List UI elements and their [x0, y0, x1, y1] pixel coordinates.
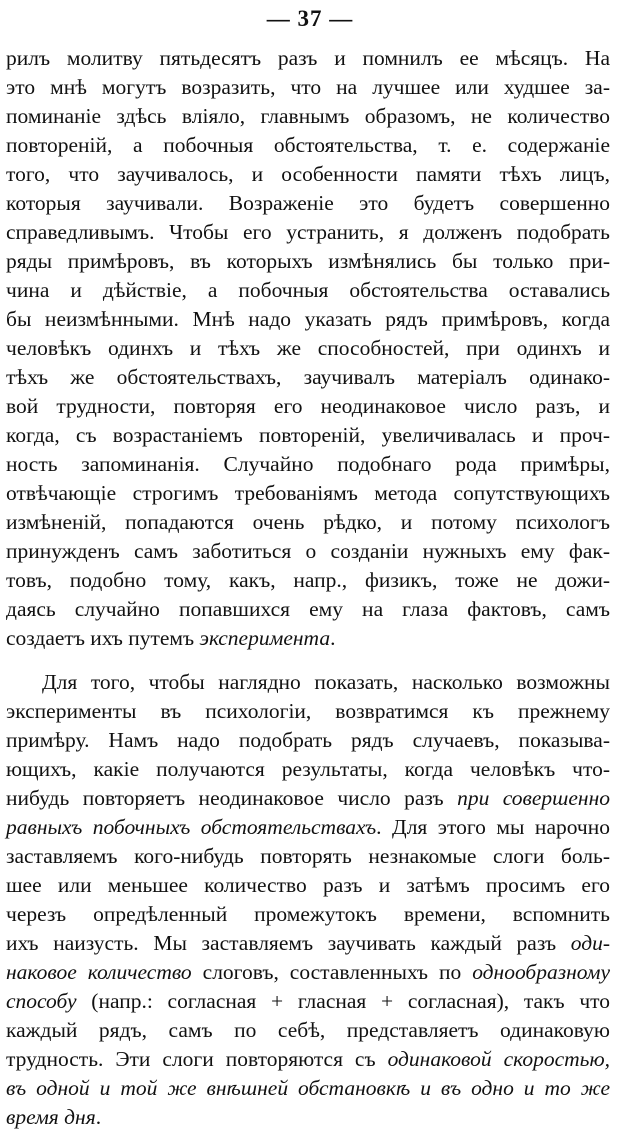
- text-segment: повтореній, а побочныя обстоятельства, т. е. содержаніе: [6, 133, 610, 157]
- text-line: [6, 1074, 610, 1103]
- text-line: [6, 929, 610, 958]
- text-segment: черезъ опредѣленный промежутокъ времени, вспомнить: [6, 902, 610, 926]
- text-line: [6, 958, 610, 987]
- text-segment: ность запоминанія. Случайно подобнаго рода примѣры,: [6, 452, 610, 476]
- text-line: [6, 566, 610, 595]
- text-line: [6, 363, 610, 392]
- text-line: [6, 987, 610, 1016]
- text-line: [6, 160, 610, 189]
- text-segment: отвѣчающіе строгимъ требованіямъ метода сопутствующихъ: [6, 481, 610, 505]
- text-segment: ющихъ, какіе получаются результаты, когда человѣкъ что-: [6, 757, 610, 781]
- text-line: [6, 1016, 610, 1045]
- text-segment: когда, съ возрастаніемъ повтореній, увеличивалась и проч-: [6, 423, 610, 447]
- text-segment: бы неизмѣнными. Мнѣ надо указать рядъ примѣровъ, когда: [6, 307, 610, 331]
- text-line: [6, 537, 610, 566]
- text-segment: того, что заучивалось, и особенности памяти тѣхъ лицъ,: [6, 162, 610, 186]
- paragraph-2: [6, 668, 610, 1132]
- italic-text: способу: [6, 989, 77, 1013]
- text-line: [6, 73, 610, 102]
- text-line: [6, 668, 610, 697]
- text-segment: шее или меньшее количество разъ и затѣмъ просимъ его: [6, 873, 610, 897]
- text-segment: примѣру. Намъ надо подобрать рядъ случаевъ, показыва-: [6, 728, 610, 752]
- text-segment: которыя заучивали. Возраженіе это будетъ совершенно: [6, 191, 610, 215]
- text-line: [6, 900, 610, 929]
- italic-text: время дня: [6, 1105, 96, 1129]
- text-segment: принужденъ самъ заботиться о созданіи нужныхъ ему фак-: [6, 539, 610, 563]
- italic-text: эксперимента: [199, 626, 331, 650]
- text-segment: человѣкъ одинхъ и тѣхъ же способностей, при одинхъ и: [6, 336, 610, 360]
- text-line: [6, 247, 610, 276]
- text-segment: тѣхъ же обстоятельствахъ, заучивалъ матеріалъ одинако-: [6, 365, 610, 389]
- text-segment: трудность. Эти слоги повторяются съ: [6, 1047, 388, 1071]
- text-line: [6, 813, 610, 842]
- text-line: [6, 102, 610, 131]
- text-segment: .: [95, 1105, 102, 1129]
- text-line: [6, 305, 610, 334]
- text-segment: это мнѣ могутъ возразить, что на лучшее или худшее за-: [6, 75, 610, 99]
- text-line: [6, 1103, 610, 1132]
- text-line: [6, 508, 610, 537]
- text-line: [6, 334, 610, 363]
- italic-text: одинаковой скоростью,: [387, 1047, 610, 1071]
- text-line: [6, 189, 610, 218]
- text-line: [6, 871, 610, 900]
- text-segment: (напр.: согласная + гласная + согласная), такъ что: [76, 989, 610, 1013]
- text-segment: справедливымъ. Чтобы его устранить, я долженъ подобрать: [6, 220, 610, 244]
- text-segment: вой трудности, повторяя его неодинаковое число разъ, и: [6, 394, 610, 418]
- paragraph-1: [6, 44, 610, 653]
- text-line: [6, 755, 610, 784]
- text-segment: .: [330, 626, 336, 650]
- text-line: [6, 842, 610, 871]
- text-line: [6, 1045, 610, 1074]
- text-segment: ряды примѣровъ, въ которыхъ измѣнялись бы только при-: [6, 249, 610, 273]
- text-segment: измѣненій, попадаются очень рѣдко, и потому психологъ: [6, 510, 610, 534]
- text-segment: рилъ молитву пятьдесятъ разъ и помнилъ ее мѣсяцъ. На: [6, 46, 610, 70]
- text-segment: ихъ наизусть. Мы заставляемъ заучивать каждый разъ: [6, 931, 571, 955]
- text-segment: заставляемъ кого-нибудь повторять незнакомые слоги боль-: [6, 844, 610, 868]
- italic-text: при совершенно: [457, 786, 610, 810]
- text-line: [6, 595, 610, 624]
- text-line: [6, 131, 610, 160]
- italic-text: равныхъ побочныхъ обстоятельствахъ: [6, 815, 377, 839]
- text-segment: . Для этого мы нарочно: [376, 815, 610, 839]
- text-line: [6, 421, 610, 450]
- text-line: [6, 276, 610, 305]
- text-line: [6, 392, 610, 421]
- text-segment: товъ, подобно тому, какъ, напр., физикъ, тоже не дожи-: [6, 568, 610, 592]
- text-segment: нибудь повторяетъ неодинаковое число разъ: [6, 786, 458, 810]
- text-segment: создаетъ ихъ путемъ: [6, 626, 200, 650]
- text-line: [6, 479, 610, 508]
- text-segment: эксперименты въ психологіи, возвратимся къ прежнему: [6, 699, 610, 723]
- text-line: [6, 784, 610, 813]
- text-line: [6, 218, 610, 247]
- text-line: [6, 726, 610, 755]
- italic-text: однообразному: [472, 960, 610, 984]
- page-number: — 37 —: [266, 6, 354, 31]
- text-segment: поминаніе здѣсь вліяло, главнымъ образомъ, не количество: [6, 104, 610, 128]
- text-segment: каждый рядъ, самъ по себѣ, представляетъ одинаковую: [6, 1018, 610, 1042]
- text-line: [6, 450, 610, 479]
- text-line: [6, 44, 610, 73]
- text-line: [6, 697, 610, 726]
- text-segment: чина и дѣйствіе, а побочныя обстоятельства оставались: [6, 278, 610, 302]
- italic-text: наковое количество: [6, 960, 192, 984]
- text-segment: Для того, чтобы наглядно показать, насколько возможны: [42, 670, 610, 694]
- text-segment: слоговъ, составленныхъ по: [191, 960, 473, 984]
- text-line: [6, 624, 610, 653]
- text-segment: даясь случайно попавшихся ему на глаза фактовъ, самъ: [6, 597, 610, 621]
- italic-text: оди-: [570, 931, 610, 955]
- italic-text: въ одной и той же внѣшней обстановкѣ и въ одно и то же: [6, 1076, 610, 1100]
